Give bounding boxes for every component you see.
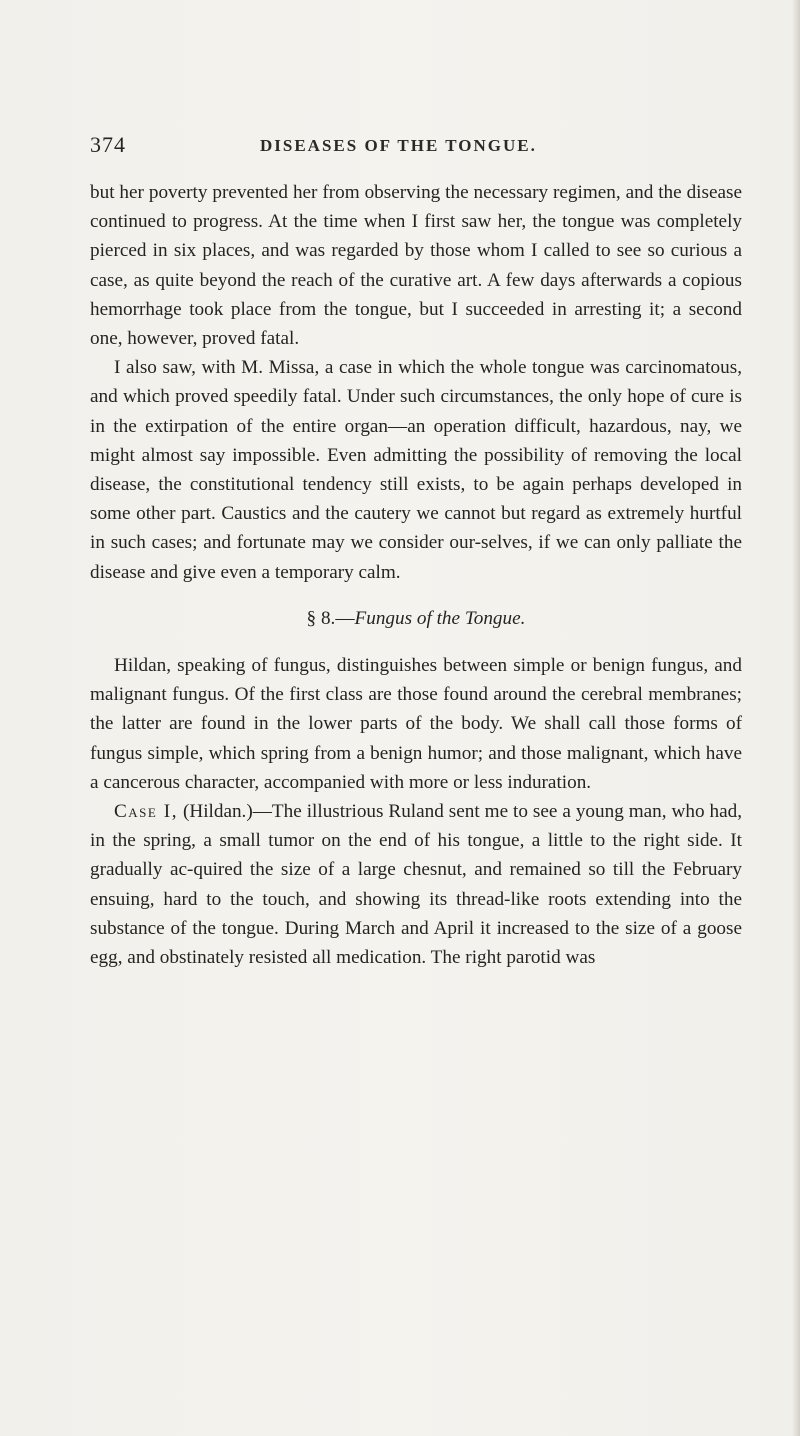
section-number: § 8.— — [306, 607, 355, 629]
page-number: 374 — [90, 132, 126, 157]
paragraph-hildan-fungus: Hildan, speaking of fungus, distinguishes between simple or benign fungus, and malignant fungus. Of the first class are those found around the cerebral membranes; the latter are found in the lower parts of the body. We shall call those forms of fungus simple, which spring from a benign humor; and those malignant, which have a cancerous character, accompanied with more or less induration. — [90, 655, 742, 793]
page-edge-shadow — [792, 0, 800, 1436]
paragraph-continuation: but her poverty prevented her from observing the necessary regimen, and the disease continued to progress. At the time when I first saw her, the tongue was completely pierced in six places, and was regarded by those whom I called to see so curious a case, as quite beyond the reach of the curative art. A few days afterwards a copious hemorrhage took place from the tongue, but I succeeded in arresting it; a second one, however, proved fatal. — [90, 182, 742, 350]
paragraph-missa-case: I also saw, with M. Missa, a case in which the whole tongue was carcinomatous, and which proved speedily fatal. Under such circumstances, the only hope of cure is in the extirpation of the entire organ—an operation difficult, hazardous, nay, we might almost say impossible. Even admitting the possibility of removing the local disease, the constitutional tendency still exists, to be again perhaps developed in some other part. Caustics and the cautery we cannot but regard as extremely hurtful in such cases; and fortunate may we consider our-selves, if we can only palliate the disease and give even a temporary calm. — [90, 357, 742, 583]
running-head: DISEASES OF THE TONGUE. — [260, 136, 537, 155]
section-title: Fungus of the Tongue. — [354, 607, 526, 629]
case-one-text: (Hildan.)—The illustrious Ruland sent me to see a young man, who had, in the spring, a small tumor on the end of his tongue, a little to the right side. It gradually ac-quired the size of a large chesnut, and remained so till the February ensuing, hard to the touch, and showing its thread-like roots extending into the substance of the tongue. During March and April it increased to the size of a goose egg, and obstinately resisted all medication. The right parotid was — [90, 801, 743, 969]
body-text — [90, 178, 742, 972]
case-label: Case I, — [114, 801, 178, 823]
paragraph-case-one — [90, 797, 742, 972]
page-header — [90, 132, 730, 162]
section-heading — [90, 604, 742, 633]
